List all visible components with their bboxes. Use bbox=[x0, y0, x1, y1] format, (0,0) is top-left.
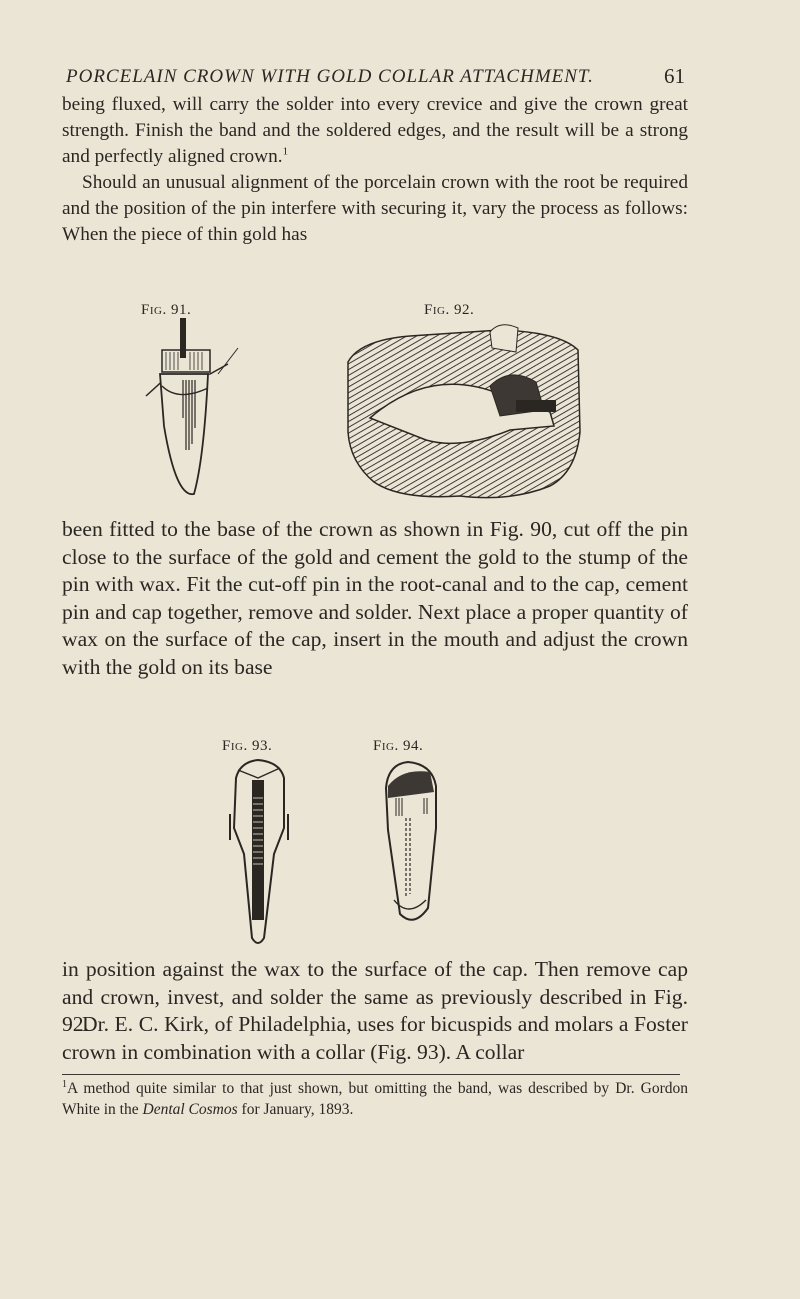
paragraph-5: Dr. E. C. Kirk, of Philadelphia, uses for bicuspids and molars a Foster crown in combination with a collar (Fig. 93). A collar bbox=[62, 1012, 688, 1064]
footnote bbox=[62, 1078, 688, 1120]
fig-93-illustration bbox=[224, 758, 294, 948]
fig-93-label: Fig. 93. bbox=[222, 738, 273, 754]
fig-94-illustration bbox=[380, 758, 442, 928]
fig-92-illustration bbox=[340, 322, 590, 506]
paragraph-1-text: being fluxed, will carry the solder into every crevice and give the crown great strength. Finish the band and the soldered edges, and the result will be a strong and perfectly aligned crown. bbox=[62, 94, 688, 167]
footnote-journal: Dental Cosmos bbox=[142, 1101, 238, 1118]
fig-94-label: Fig. 94. bbox=[373, 738, 424, 754]
page-number: 61 bbox=[664, 64, 685, 88]
paragraph-4: in position against the wax to the surface of the cap. Then remove cap and crown, invest, and solder the same as previously described in Fig. 92. bbox=[62, 957, 688, 1037]
fig-91-label: Fig. 91. bbox=[141, 302, 192, 318]
running-title: PORCELAIN CROWN WITH GOLD COLLAR ATTACHMENT. bbox=[66, 66, 594, 87]
paragraph-3: been fitted to the base of the crown as shown in Fig. 90, cut off the pin close to the surface of the gold and cement the gold to the stump of the pin with wax. Fit the cut-off pin in the root-canal and to the cap, cement pin and cap together, remove and solder. Next place a proper quantity of wax on the surface of the cap, insert in the mouth and adjust the crown with the gold on its base bbox=[62, 517, 688, 679]
fig-92-label: Fig. 92. bbox=[424, 302, 475, 318]
footnote-text-before: A method quite similar to that just shown, but omitting the band, was described by Dr. Gordon White in the bbox=[62, 1080, 688, 1118]
fig-91-illustration bbox=[138, 318, 242, 500]
footnote-divider bbox=[62, 1074, 680, 1075]
paragraph-1 bbox=[62, 92, 688, 169]
paragraph-2: Should an unusual alignment of the porcelain crown with the root be required and the position of the pin interfere with securing it, vary the process as follows: When the piece of thin gold has bbox=[62, 172, 688, 245]
footnote-reference: 1 bbox=[282, 145, 289, 158]
footnote-text-after: for January, 1893. bbox=[237, 1101, 354, 1118]
footnote-mark: 1 bbox=[62, 1078, 67, 1090]
